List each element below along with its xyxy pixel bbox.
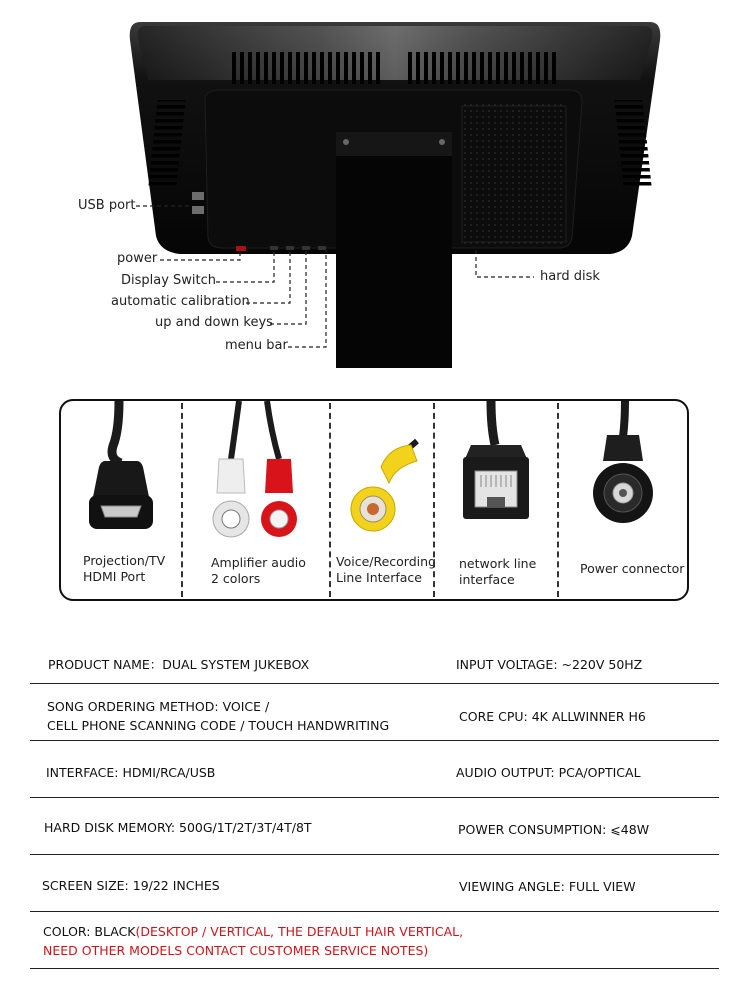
- spec-color-note: (DESKTOP / VERTICAL, THE DEFAULT HAIR VERTICAL,: [135, 924, 464, 939]
- spec-hard-disk-memory: HARD DISK MEMORY: 500G/1T/2T/3T/4T/8T: [44, 820, 312, 835]
- spec-divider: [30, 683, 719, 684]
- spec-screen-size: SCREEN SIZE: 19/22 INCHES: [42, 878, 220, 893]
- spec-product-name: PRODUCT NAME：DUAL SYSTEM JUKEBOX: [48, 657, 310, 672]
- usb-port-callout: USB port: [78, 198, 136, 213]
- spec-divider: [30, 968, 719, 969]
- spec-color: [43, 922, 463, 960]
- spec-color-label: COLOR: BLACK: [43, 924, 136, 939]
- spec-input-voltage: INPUT VOLTAGE: ~220V 50HZ: [456, 657, 643, 672]
- spec-divider: [30, 854, 719, 855]
- up-down-keys-callout: up and down keys: [155, 315, 273, 330]
- spec-power-consumption: POWER CONSUMPTION: ⩽48W: [458, 822, 650, 837]
- hard-disk-callout: hard disk: [540, 269, 600, 284]
- connector-power-label: Power connector: [580, 561, 685, 576]
- connector-rca-audio: [183, 401, 329, 599]
- spec-viewing-angle: VIEWING ANGLE: FULL VIEW: [459, 879, 636, 894]
- spec-divider: [30, 740, 719, 741]
- spec-song-ordering: SONG ORDERING METHOD: VOICE / CELL PHONE SCANNING CODE / TOUCH HANDWRITING: [47, 699, 390, 733]
- automatic-calibration-callout: automatic calibration: [111, 294, 250, 309]
- display-switch-callout: Display Switch: [121, 273, 217, 288]
- connector-panel: [59, 399, 689, 601]
- connector-rca-voice: [331, 401, 436, 599]
- menu-bar-callout: menu bar: [225, 338, 288, 353]
- connector-hdmi: [61, 401, 181, 599]
- spec-divider: [30, 797, 719, 798]
- connector-power: [559, 401, 689, 599]
- jukebox-back-illustration: [0, 0, 750, 375]
- spec-core-cpu: CORE CPU: 4K ALLWINNER H6: [459, 709, 646, 724]
- spec-audio-output: AUDIO OUTPUT: PCA/OPTICAL: [456, 765, 641, 780]
- device-back-view: [0, 0, 750, 375]
- connector-rca-audio-label: Amplifier audio 2 colors: [211, 555, 306, 586]
- spec-color-note-2: NEED OTHER MODELS CONTACT CUSTOMER SERVICE NOTES): [43, 943, 429, 958]
- connector-rca-voice-label: Voice/Recording Line Interface: [336, 554, 436, 585]
- spec-divider: [30, 911, 719, 912]
- connector-hdmi-label: Projection/TV HDMI Port: [83, 553, 166, 584]
- connector-network-label: network line interface: [459, 556, 537, 587]
- connector-network: [435, 401, 557, 599]
- power-callout: power: [117, 251, 158, 266]
- spec-interface: INTERFACE: HDMI/RCA/USB: [46, 765, 216, 780]
